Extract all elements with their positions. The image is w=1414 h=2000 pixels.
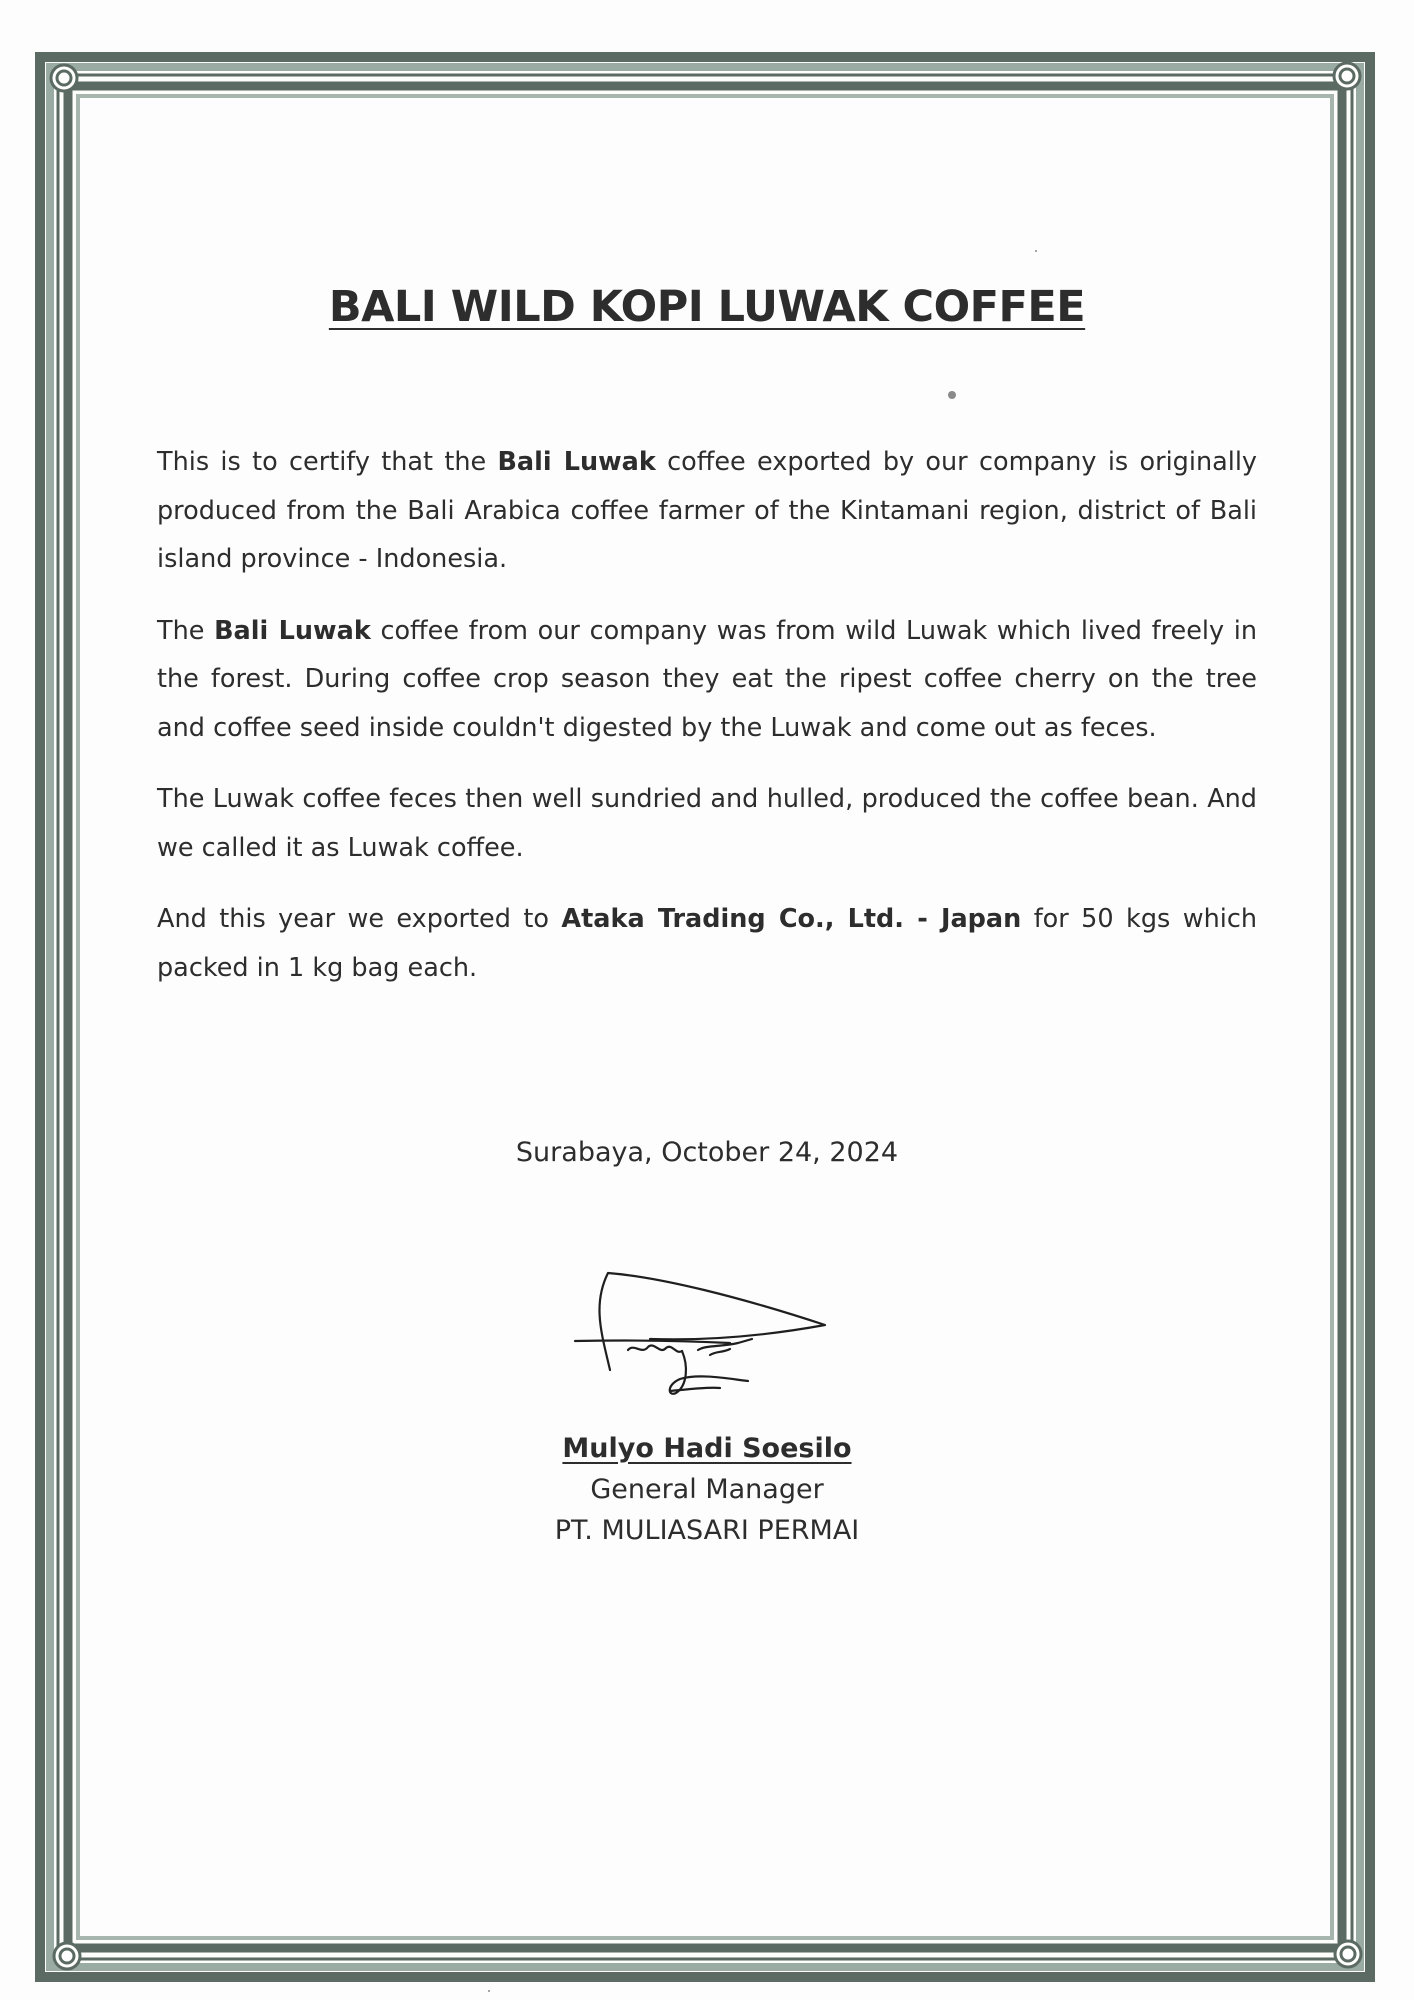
signatory-block <box>0 1428 1414 1551</box>
handwritten-signature <box>570 1255 840 1405</box>
signer-name: Mulyo Hadi Soesilo <box>562 1433 852 1464</box>
document-title: BALI WILD KOPI LUWAK COFFEE <box>328 282 1086 332</box>
certificate-body <box>157 438 1257 1015</box>
paragraph-2: The Bali Luwak coffee from our company was from wild Luwak which lived freely in the forest. During coffee crop season they eat the ripest coffee cherry on the tree and coffee seed inside couldn't digested by the Luwak and come out as feces. <box>157 615 1257 743</box>
paragraph-1: This is to certify that the Bali Luwak coffee exported by our company is originally produced from the Bali Arabica coffee farmer of the Kintamani region, district of Bali island province - Indonesia. <box>157 447 1257 574</box>
place-and-date: Surabaya, October 24, 2024 <box>515 1137 899 1168</box>
paragraph-4: And this year we exported to Ataka Trading Co., Ltd. - Japan for 50 kgs which packed in 1 kg bag each. <box>157 904 1257 983</box>
paragraph-3: The Luwak coffee feces then well sundried and hulled, produced the coffee bean. And we called it as Luwak coffee. <box>157 784 1257 863</box>
corner-ornament-bottom-left <box>54 1943 80 1969</box>
scan-speck <box>1035 250 1037 252</box>
corner-ornament-top-left <box>51 65 77 91</box>
scan-speck <box>488 1990 490 1992</box>
scan-speck <box>948 391 956 399</box>
signer-company: PT. MULIASARI PERMAI <box>554 1515 860 1546</box>
corner-ornament-top-right <box>1334 63 1360 89</box>
signer-position: General Manager <box>590 1474 824 1505</box>
corner-ornament-bottom-right <box>1335 1941 1361 1967</box>
